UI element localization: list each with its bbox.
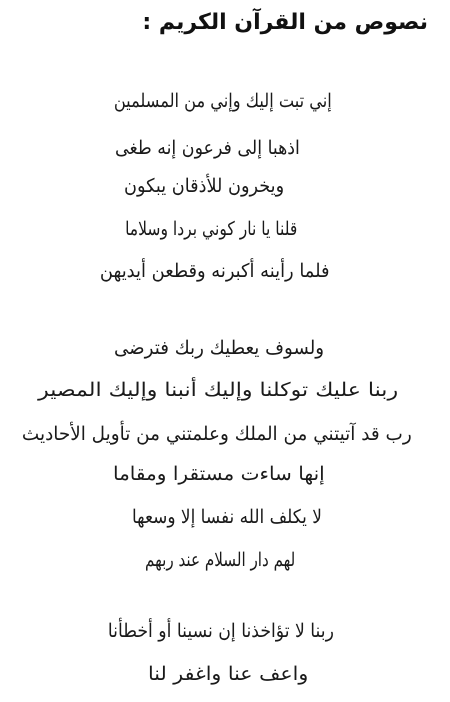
verse-line-3: ويخرون للأذقان يبكون	[123, 175, 284, 197]
verse-line-6: ولسوف يعطيك ربك فترضى	[113, 337, 324, 359]
verse-line-9: إنها ساءت مستقرا ومقاما	[113, 463, 325, 485]
verse-line-8: رب قد آتيتني من الملك وعلمتني من تأويل الأحاديث	[22, 423, 412, 445]
verse-line-7: ربنا عليك توكلنا وإليك أنبنا وإليك المصير	[37, 379, 398, 401]
verse-line-5: فلما رأينه أكبرنه وقطعن أيديهن	[100, 260, 330, 282]
verse-line-10: لا يكلف الله نفسا إلا وسعها	[132, 506, 322, 528]
page-title: نصوص من القرآن الكريم :	[142, 10, 428, 35]
verse-line-13: واعف عنا واغفر لنا	[147, 663, 308, 685]
verse-line-1: إني تبت إليك وإني من المسلمين	[114, 90, 332, 112]
verse-line-12: ربنا لا تؤاخذنا إن نسينا أو أخطأنا	[107, 620, 334, 642]
verse-line-2: اذهبا إلى فرعون إنه طغى	[115, 137, 300, 159]
verse-line-4: قلنا يا نار كوني بردا وسلاما	[124, 218, 297, 240]
verse-line-11: لهم دار السلام عند ربهم	[144, 549, 295, 571]
